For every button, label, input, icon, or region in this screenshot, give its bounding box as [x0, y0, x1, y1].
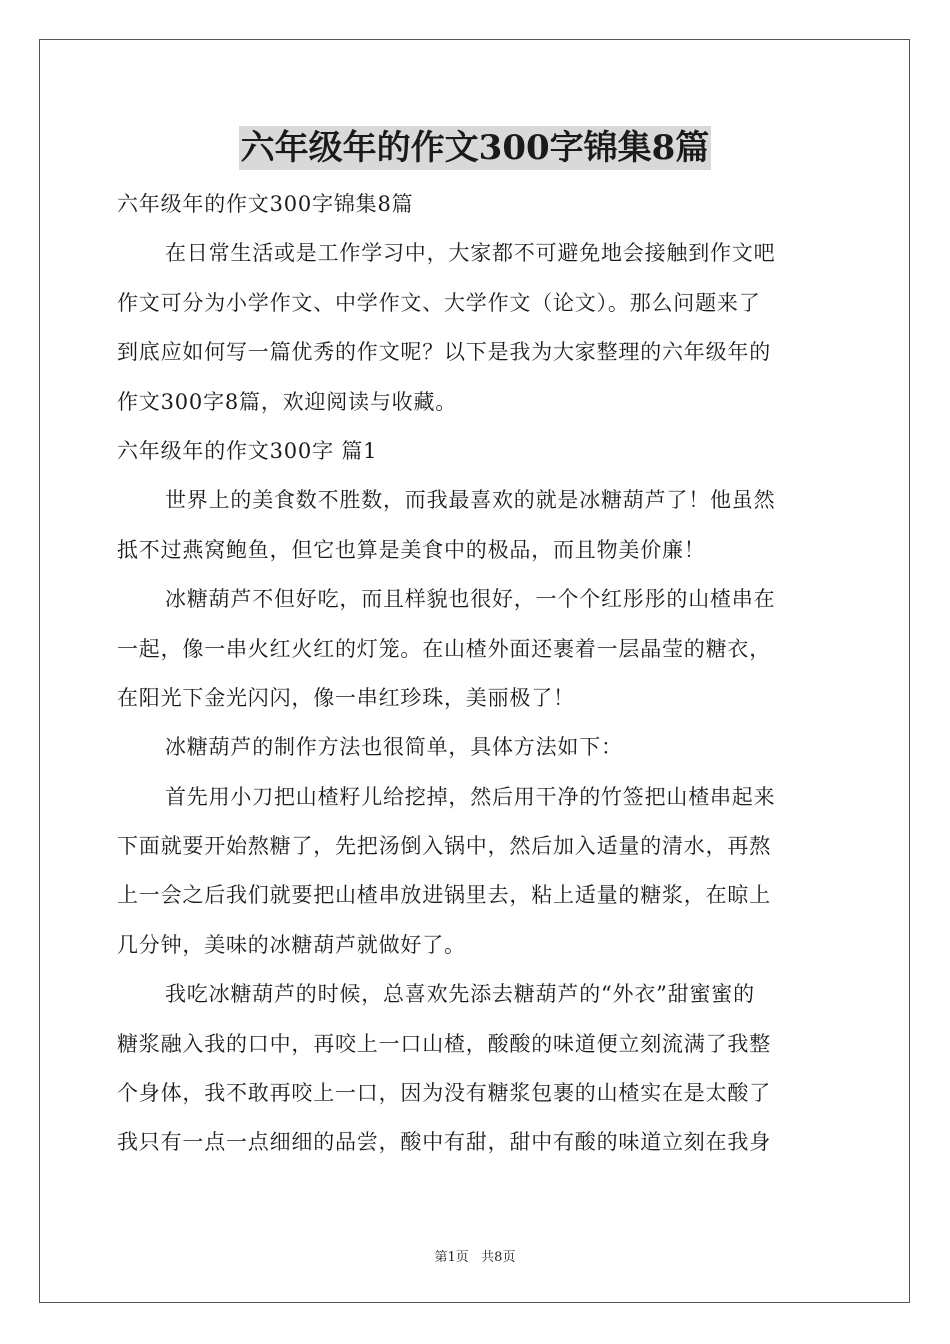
page-footer: 第1页 共8页 — [434, 1250, 516, 1265]
text-line: 到底应如何写一篇优秀的作文呢？以下是我为大家整理的六年级年的 — [117, 340, 771, 365]
text-line: 上一会之后我们就要把山楂串放进锅里去，粘上适量的糖浆，在晾上 — [117, 883, 771, 908]
text-line: 在日常生活或是工作学习中，大家都不可避免地会接触到作文吧 — [165, 241, 776, 266]
document-body — [117, 180, 833, 1168]
text-line: 我只有一点一点细细的品尝，酸中有甜，甜中有酸的味道立刻在我身 — [117, 1130, 771, 1155]
text-line: 一起，像一串火红火红的灯笼。在山楂外面还裹着一层晶莹的糖衣， — [117, 636, 771, 661]
text-line: 冰糖葫芦的制作方法也很简单，具体方法如下： — [165, 735, 623, 760]
text-line: 几分钟，美味的冰糖葫芦就做好了。 — [117, 932, 466, 957]
text-line: 抵不过燕窝鲍鱼，但它也算是美食中的极品，而且物美价廉！ — [117, 537, 706, 562]
text-line: 世界上的美食数不胜数，而我最喜欢的就是冰糖葫芦了！他虽然 — [165, 488, 776, 513]
text-line: 作文可分为小学作文、中学作文、大学作文（论文）。那么问题来了 — [117, 290, 761, 315]
text-line: 作文300字8篇，欢迎阅读与收藏。 — [117, 389, 458, 414]
document-title: 六年级年的作文300字锦集8篇 — [240, 128, 710, 168]
text-line: 糖浆融入我的口中，再咬上一口山楂，酸酸的味道便立刻流满了我整 — [117, 1031, 771, 1056]
text-line: 下面就要开始熬糖了，先把汤倒入锅中，然后加入适量的清水，再熬 — [117, 834, 771, 859]
text-line: 冰糖葫芦不但好吃，而且样貌也很好，一个个红彤彤的山楂串在 — [165, 587, 776, 612]
title-area — [0, 126, 950, 170]
text-line: 我吃冰糖葫芦的时候，总喜欢先添去糖葫芦的“外衣”甜蜜蜜的 — [165, 982, 755, 1007]
text-line: 首先用小刀把山楂籽儿给挖掉，然后用干净的竹签把山楂串起来 — [165, 784, 776, 809]
text-line: 六年级年的作文300字锦集8篇 — [117, 192, 414, 216]
text-line: 个身体，我不敢再咬上一口，因为没有糖浆包裹的山楂实在是太酸了 — [117, 1081, 771, 1106]
text-line: 六年级年的作文300字 篇1 — [117, 438, 378, 463]
text-line: 在阳光下金光闪闪，像一串红珍珠，美丽极了！ — [117, 685, 575, 710]
